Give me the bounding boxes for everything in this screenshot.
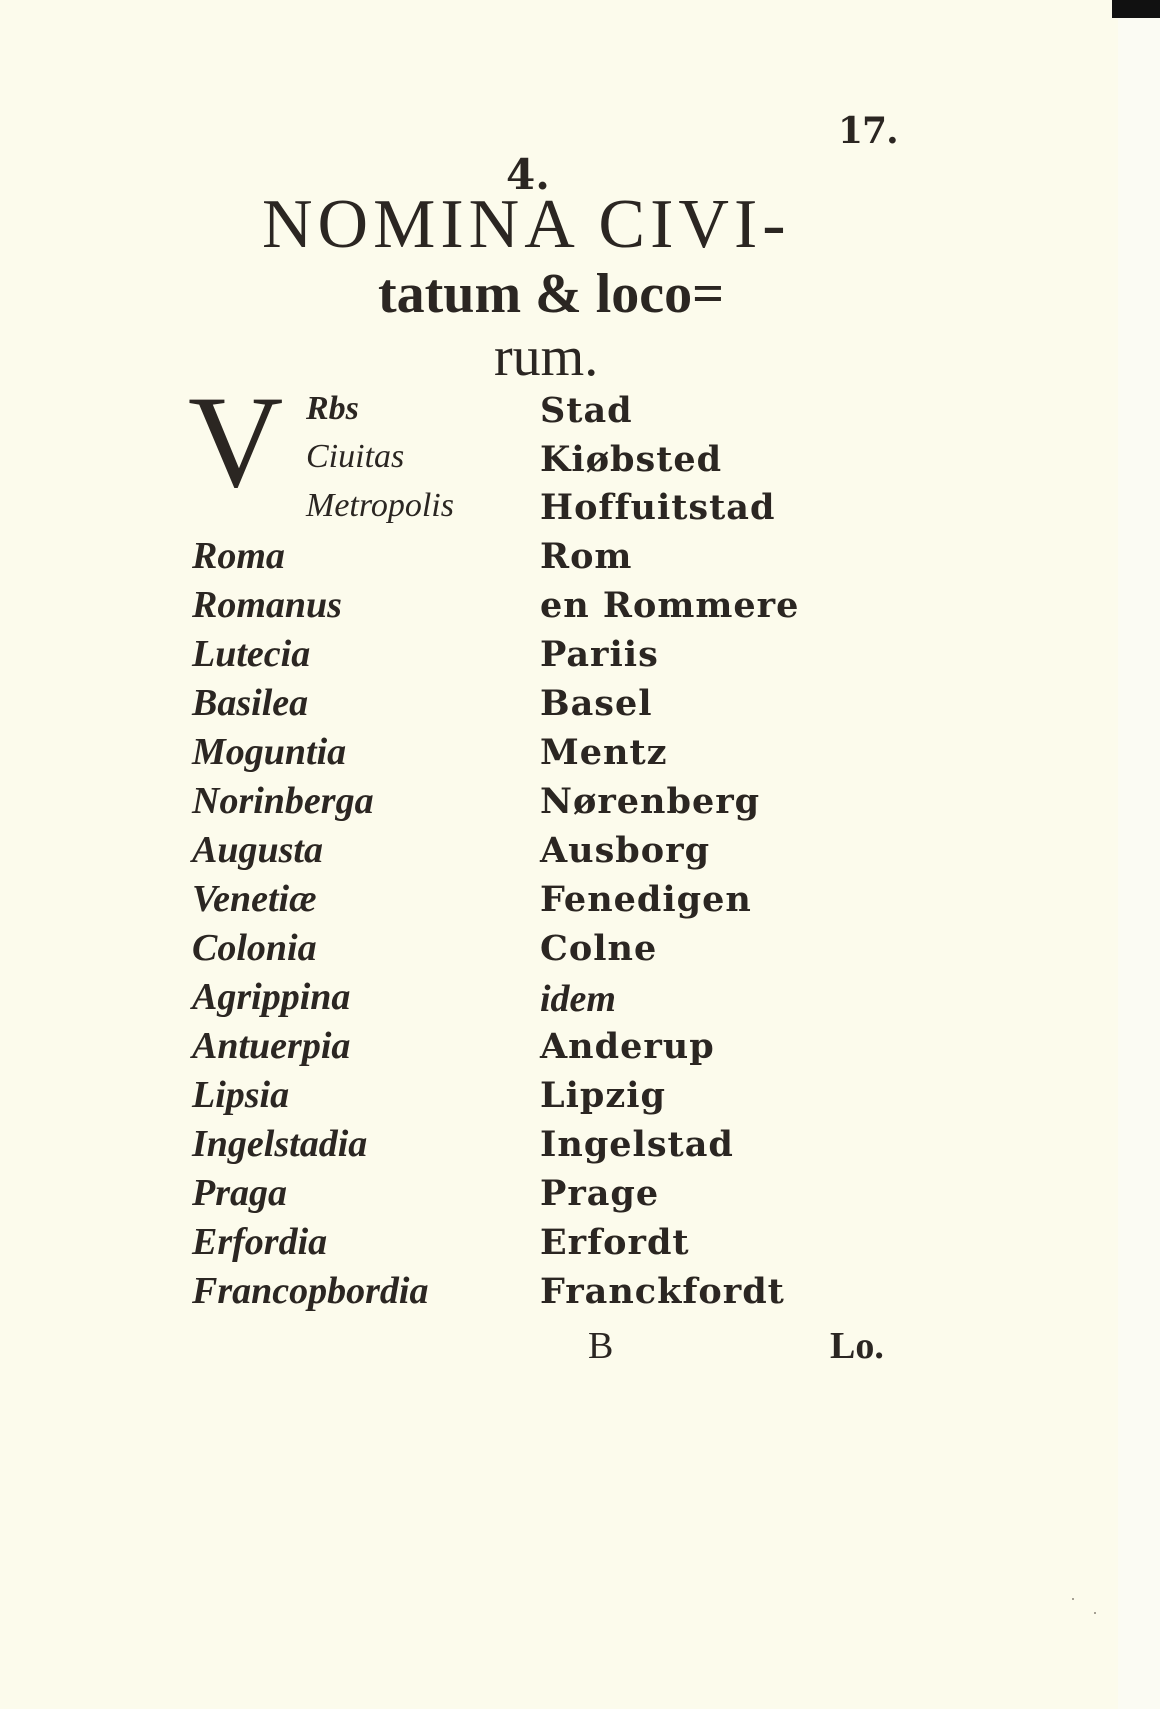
- danish-word: Lipzig: [540, 1075, 667, 1116]
- title-line-3: rum.: [494, 326, 599, 388]
- danish-word: Basel: [540, 683, 653, 724]
- section-number: 4.: [506, 150, 550, 199]
- danish-word: idem: [540, 978, 616, 1020]
- danish-word: Ausborg: [540, 830, 711, 871]
- danish-word: Prage: [540, 1173, 660, 1214]
- danish-word: Ingelstad: [540, 1124, 734, 1165]
- latin-word: Ingelstadia: [192, 1123, 368, 1165]
- latin-word: Ciuitas: [306, 438, 405, 475]
- latin-word: Venetiæ: [192, 878, 317, 920]
- catchword: Lo.: [830, 1325, 884, 1367]
- latin-word: Rbs: [306, 390, 359, 427]
- latin-word: Lipsia: [192, 1074, 290, 1116]
- danish-word: Stad: [540, 390, 633, 431]
- danish-word: Pariis: [540, 634, 659, 675]
- latin-word: Lutecia: [192, 633, 311, 675]
- latin-word: Basilea: [192, 682, 309, 724]
- latin-word: Erfordia: [192, 1221, 328, 1263]
- danish-word: Hoffuitstad: [540, 487, 776, 528]
- danish-word: Kiøbsted: [540, 439, 723, 480]
- danish-word: Nørenberg: [540, 781, 761, 822]
- latin-word: Francopbordia: [192, 1270, 429, 1312]
- title-line-1: NOMINA CIVI-: [262, 186, 791, 263]
- page-edge: [1118, 0, 1160, 1709]
- danish-word: en Rommere: [540, 585, 800, 626]
- latin-word: Romanus: [192, 584, 342, 626]
- latin-word: Norinberga: [192, 780, 374, 822]
- danish-word: Mentz: [540, 732, 668, 773]
- latin-word: Antuerpia: [192, 1025, 351, 1067]
- danish-word: Erfordt: [540, 1222, 690, 1263]
- latin-word: Metropolis: [306, 487, 454, 524]
- latin-word: Moguntia: [192, 731, 347, 773]
- danish-word: Franckfordt: [540, 1271, 785, 1312]
- drop-cap: V: [188, 368, 284, 515]
- danish-word: Colne: [540, 928, 658, 969]
- paper-speck: [1072, 1598, 1074, 1600]
- latin-word: Agrippina: [192, 976, 351, 1018]
- latin-word: Augusta: [192, 829, 323, 871]
- latin-word: Praga: [192, 1172, 287, 1214]
- page-number: 17.: [838, 110, 898, 152]
- latin-word: Colonia: [192, 927, 317, 969]
- danish-word: Anderup: [540, 1026, 715, 1067]
- title-line-2: tatum & loco=: [378, 263, 725, 325]
- danish-word: Fenedigen: [540, 879, 752, 920]
- paper-speck: [1094, 1612, 1096, 1614]
- danish-word: Rom: [540, 536, 633, 577]
- scan-corner-mark: [1112, 0, 1160, 18]
- signature-mark: B: [588, 1325, 614, 1367]
- latin-word: Roma: [192, 535, 285, 577]
